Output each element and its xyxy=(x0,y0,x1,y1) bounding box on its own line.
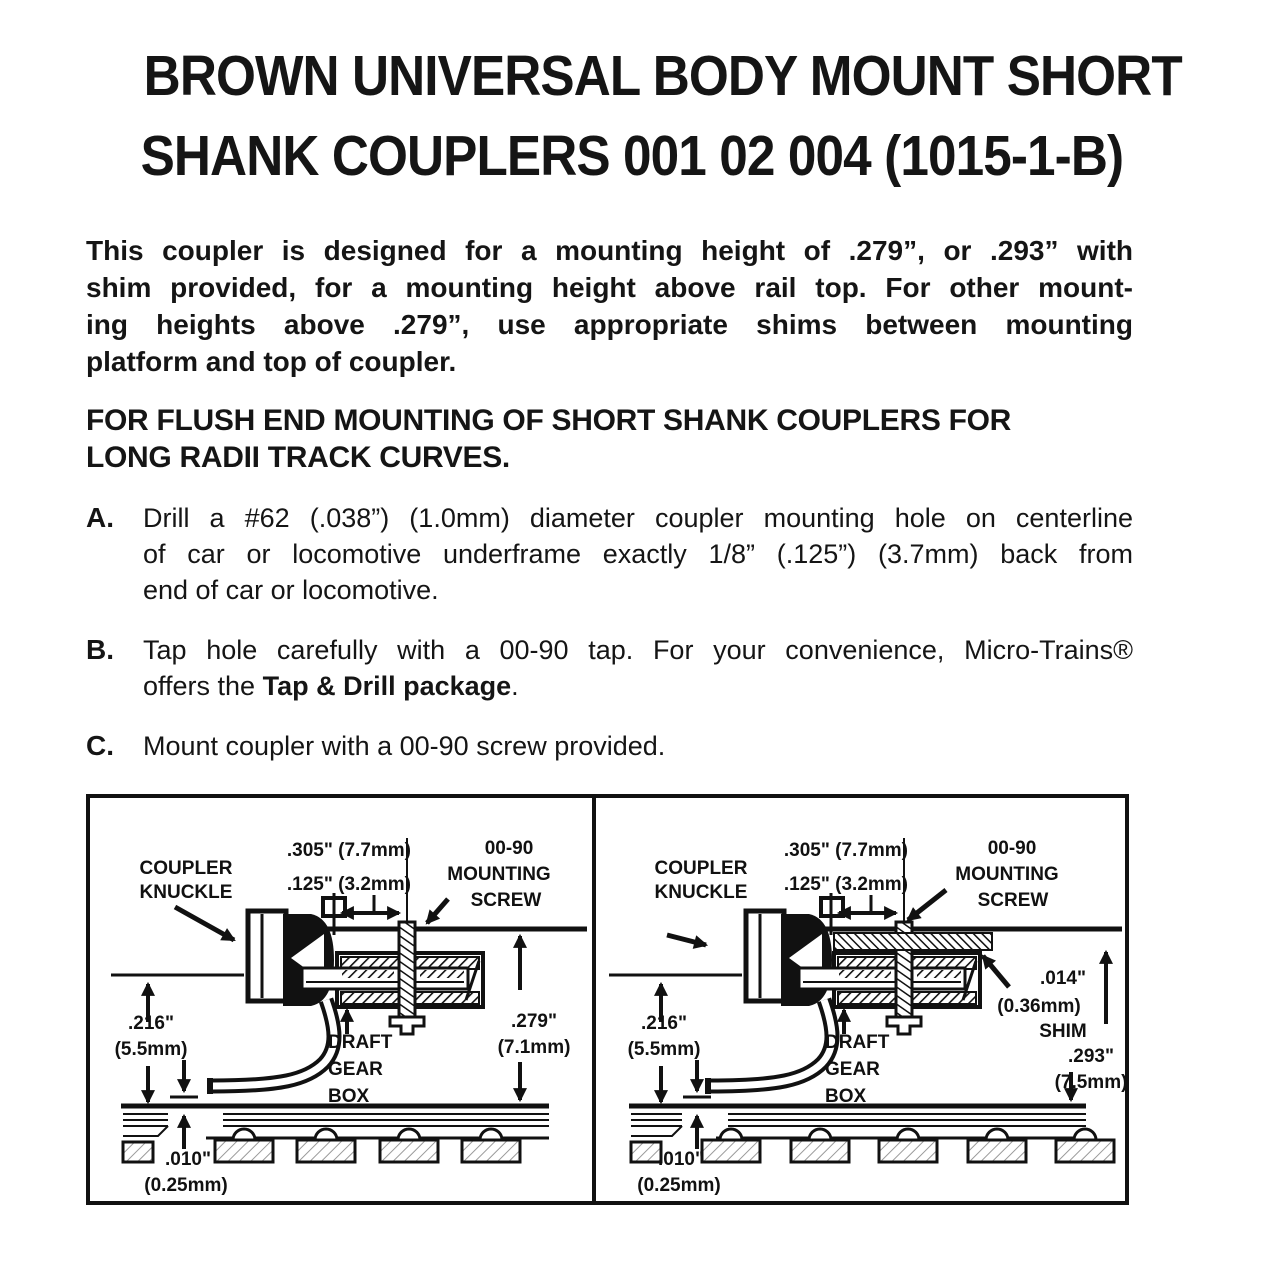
dim-279-label: .279" xyxy=(511,1011,557,1032)
dim-216-label: (5.5mm) xyxy=(114,1039,188,1060)
intro-line-3: ing heights above .279”, use appropriate shims between mounting xyxy=(86,309,1133,340)
coupler-knuckle-label: COUPLER xyxy=(654,858,748,879)
dim-279-label: (7.1mm) xyxy=(497,1037,571,1058)
step-b-line-1: Tap hole carefully with a 00-90 tap. For your convenience, Micro-Trains® xyxy=(143,635,1133,665)
dim-010-label: (0.25mm) xyxy=(144,1175,228,1196)
step-a-line-2: of car or locomotive underframe exactly 1/8” (.125”) (3.7mm) back from xyxy=(143,539,1133,569)
intro-line-1: This coupler is designed for a mounting height of .279”, or .293” with xyxy=(86,235,1133,266)
step-a xyxy=(86,500,1133,608)
section-heading-line-2: LONG RADII TRACK CURVES. xyxy=(86,441,510,474)
dim-216-label: .216" xyxy=(128,1013,174,1034)
shim-label: SHIM xyxy=(1039,1021,1087,1042)
coupler-knuckle-label: KNUCKLE xyxy=(654,882,748,903)
step-c-letter: C. xyxy=(86,730,114,761)
coupler-knuckle-label: KNUCKLE xyxy=(139,882,233,903)
coupler-mount-diagram xyxy=(86,794,1133,1211)
step-b-text xyxy=(143,632,1133,704)
dim-010-label: (0.25mm) xyxy=(637,1175,721,1196)
draft-gear-box-label: BOX xyxy=(328,1086,370,1107)
dim-293-label: (7.5mm) xyxy=(1054,1072,1128,1093)
step-b-line-2: offers the Tap & Drill package. xyxy=(143,671,519,701)
step-b-letter: B. xyxy=(86,634,114,665)
mounting-screw-label: SCREW xyxy=(977,890,1049,911)
dim-293-label: .293" xyxy=(1068,1046,1114,1067)
dim-305-label: .305" (7.7mm) xyxy=(783,840,908,861)
page-title-line-2: SHANK COUPLERS 001 02 004 (1015-1-B) xyxy=(140,124,1124,188)
step-a-letter: A. xyxy=(86,502,114,533)
diagram-svg xyxy=(86,794,1129,1206)
dim-305-label: .305" (7.7mm) xyxy=(286,840,411,861)
step-a-line-1: Drill a #62 (.038”) (1.0mm) diameter coupler mounting hole on centerline xyxy=(143,503,1133,533)
page-title-line-1: BROWN UNIVERSAL BODY MOUNT SHORT xyxy=(143,44,1182,108)
dim-216-label: .216" xyxy=(641,1013,687,1034)
tap-drill-package-bold: Tap & Drill package xyxy=(262,671,512,701)
draft-gear-box-label: DRAFT xyxy=(825,1032,890,1053)
draft-gear-box-label: BOX xyxy=(825,1086,867,1107)
dim-125-label: .125" (3.2mm) xyxy=(783,874,908,895)
mounting-screw-label: SCREW xyxy=(470,890,542,911)
instruction-steps xyxy=(86,500,1133,764)
draft-gear-box-label: GEAR xyxy=(825,1059,880,1080)
step-c xyxy=(86,728,1133,764)
step-a-line-3: end of car or locomotive. xyxy=(143,575,439,605)
step-a-text xyxy=(143,500,1133,608)
dim-010-label: .010" xyxy=(658,1149,704,1170)
intro-paragraph xyxy=(86,232,1133,380)
intro-line-2: shim provided, for a mounting height above rail top. For other mount- xyxy=(86,272,1133,303)
section-heading xyxy=(86,402,1133,476)
section-heading-line-1: FOR FLUSH END MOUNTING OF SHORT SHANK COUPLERS FOR xyxy=(86,404,1011,437)
draft-gear-box-label: DRAFT xyxy=(328,1032,393,1053)
step-b xyxy=(86,632,1133,704)
dim-010-label: .010" xyxy=(165,1149,211,1170)
dim-216-label: (5.5mm) xyxy=(627,1039,701,1060)
dim-125-label: .125" (3.2mm) xyxy=(286,874,411,895)
intro-line-4: platform and top of coupler. xyxy=(86,346,457,377)
page-title xyxy=(86,36,1182,196)
mounting-screw-label: MOUNTING xyxy=(955,864,1059,885)
shim-drawing xyxy=(834,933,992,950)
shim-label: (0.36mm) xyxy=(997,996,1081,1017)
coupler-knuckle-label: COUPLER xyxy=(139,858,233,879)
shim-label: .014" xyxy=(1040,968,1086,989)
mounting-screw-label: MOUNTING xyxy=(447,864,551,885)
mounting-screw-label: 00-90 xyxy=(484,838,534,859)
draft-gear-box-label: GEAR xyxy=(328,1059,383,1080)
step-c-line-1: Mount coupler with a 00-90 screw provided. xyxy=(143,731,666,761)
mounting-screw-label: 00-90 xyxy=(987,838,1037,859)
step-c-text xyxy=(143,728,1133,764)
